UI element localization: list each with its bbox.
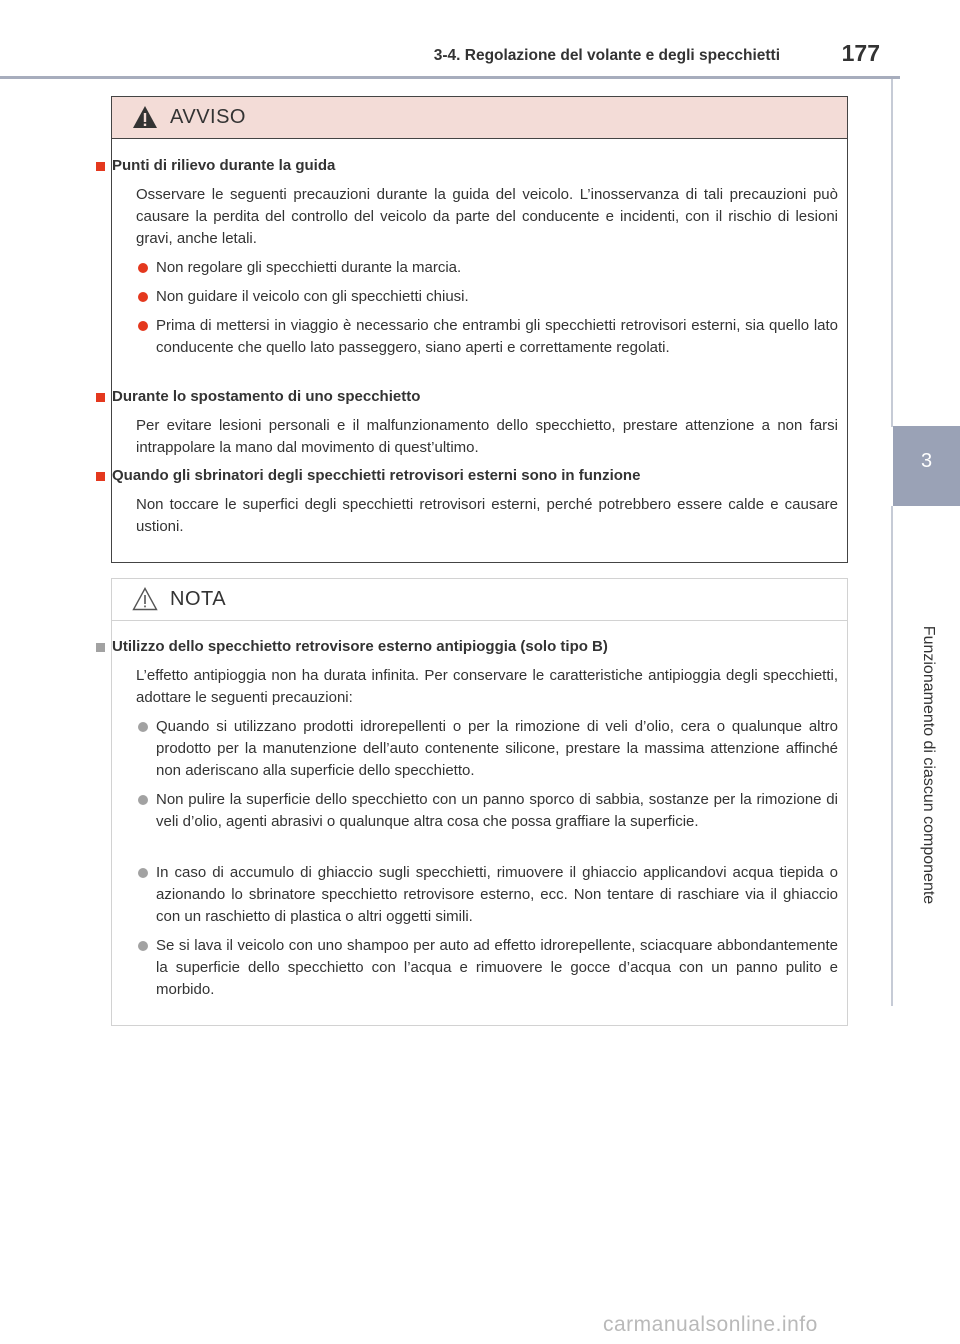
warning-triangle-icon [132, 105, 158, 129]
warning-bullet-2: Non guidare il veicolo con gli specchietti chiusi. [156, 286, 838, 308]
warning-bullet-1: Non regolare gli specchietti durante la marcia. [156, 257, 838, 279]
note-label: NOTA [170, 588, 227, 610]
note-heading-1: Utilizzo dello specchietto retrovisore esterno antipioggia (solo tipo B) [112, 638, 608, 655]
section-title: 3-4. Regolazione del volante e degli specchietti [433, 47, 780, 64]
warning-text-1: Osservare le seguenti precauzioni durante la guida del veicolo. L’inosservanza di tali precauzioni può causare la perdita del controllo del veicolo da parte del conducente e incidenti, con il rischio di lesioni gravi, anche letali. [136, 186, 838, 247]
chapter-title: Funzionamento di ciascun componente [920, 625, 937, 905]
warning-heading-1: Punti di rilievo durante la guida [112, 157, 336, 174]
side-rule-bottom [891, 506, 893, 1006]
chapter-tab: 3 [893, 426, 960, 506]
warning-text-2: Per evitare lesioni personali e il malfunzionamento dello specchietto, prestare attenzione a non farsi intrappolare la mano dal movimento di quest’ultimo. [136, 417, 838, 456]
page-number: 177 [841, 40, 880, 66]
warning-heading-3: Quando gli sbrinatori degli specchietti retrovisori esterni sono in funzione [112, 467, 641, 484]
warning-text-3: Non toccare le superfici degli specchietti retrovisori esterni, perché potrebbero essere calde e causare ustioni. [136, 496, 838, 535]
header-rule [0, 76, 900, 79]
note-bullet-4: Se si lava il veicolo con uno shampoo per auto ad effetto idrorepellente, sciacquare abbondantemente la superficie dello specchietto con l’acqua e rimuovere le gocce d’acqua con un panno pulito e morbido. [156, 935, 838, 1001]
warning-box-header [112, 97, 847, 139]
note-bullet-2: Non pulire la superficie dello specchietto con un panno sporco di sabbia, sostanze per la rimozione di veli d’olio, agenti abrasivi o qualunque altra cosa che possa graffiare la superficie. [156, 789, 838, 833]
note-text-1: L’effetto antipioggia non ha durata infinita. Per conservare le caratteristiche antipioggia degli specchietti, adottare le seguenti precauzioni: [136, 667, 838, 706]
note-box-header [112, 579, 847, 621]
side-rule-top [891, 79, 893, 427]
warning-heading-2: Durante lo spostamento di uno specchietto [112, 388, 421, 405]
warning-bullet-3: Prima di mettersi in viaggio è necessario che entrambi gli specchietti retrovisori esterni, sia quello lato conducente che quello lato passeggero, siano aperti e correttamente regolati. [156, 315, 838, 359]
warning-label: AVVISO [170, 106, 246, 128]
note-bullet-3: In caso di accumulo di ghiaccio sugli specchietti, rimuovere il ghiaccio applicandovi acqua tiepida o azionando lo sbrinatore specchietto retrovisore esterno, ecc. Non tentare di raschiare via il ghiaccio con un raschietto di plastica o altri oggetti simili. [156, 862, 838, 928]
caution-triangle-icon [132, 587, 158, 611]
watermark: carmanualsonline.info [603, 1313, 818, 1336]
note-bullet-1: Quando si utilizzano prodotti idrorepellenti o per la rimozione di veli d’olio, cera o qualunque altro prodotto per la manutenzione dell’auto contenente silicone, prestare la massima attenzione affinché non aderiscano alla superficie dello specchietto. [156, 716, 838, 782]
